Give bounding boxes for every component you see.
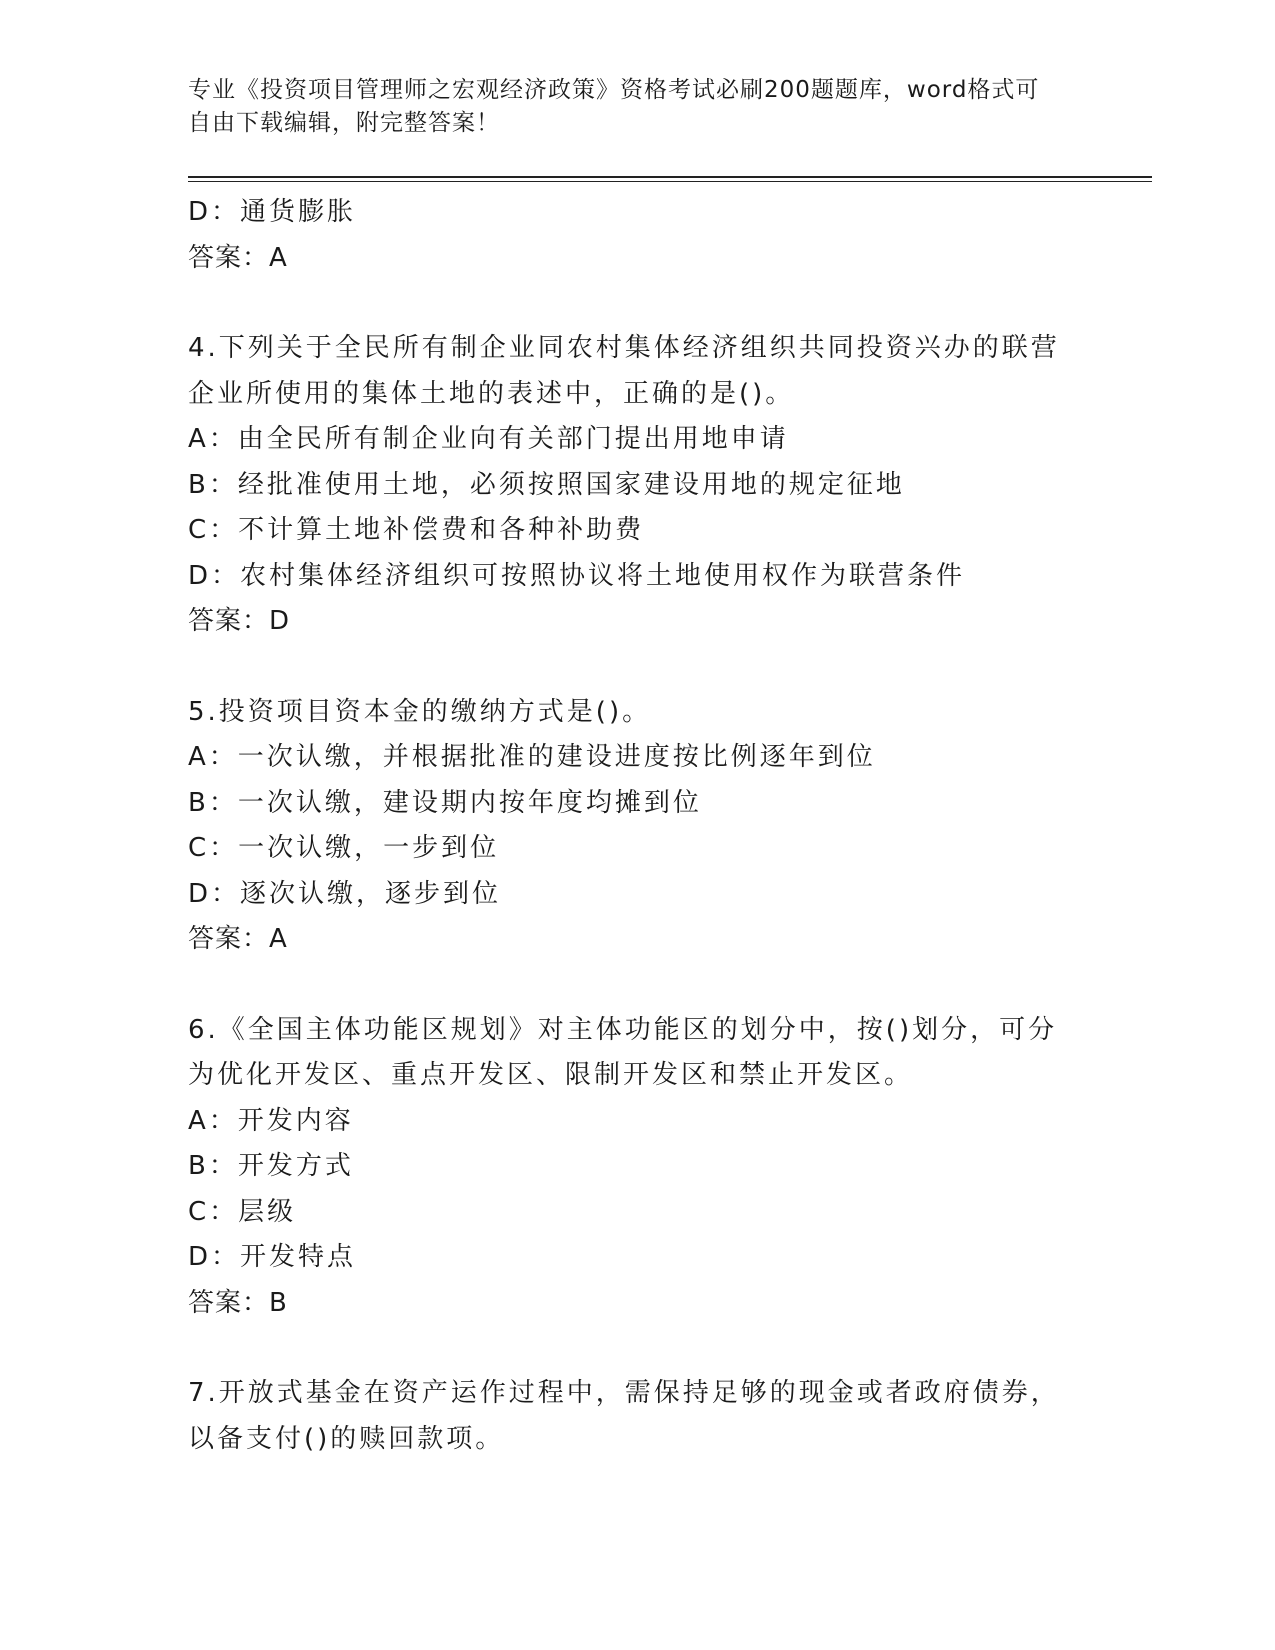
prev-option-d: D：通货膨胀 [188,197,357,227]
q7-stem-line-2: 以备支付()的赎回款项。 [188,1423,505,1454]
q5-answer: 答案：A [188,924,288,954]
q5-option-c: C：一次认缴，一步到位 [188,833,500,863]
q4-option-c: C：不计算土地补偿费和各种补助费 [188,515,645,545]
q6-option-a: A：开发内容 [188,1105,354,1136]
q6-answer: 答案：B [188,1287,288,1318]
q6-option-d: D：开发特点 [188,1242,357,1272]
q6-stem-line-1: 6.《全国主体功能区规划》对主体功能区的划分中，按()划分，可分 [188,1014,1058,1045]
document-header [188,74,1068,140]
prev-answer: 答案：A [188,242,288,273]
header-divider-top [188,176,1152,178]
question-content [188,190,1068,1462]
header-title-line-1: 专业《投资项目管理师之宏观经济政策》资格考试必刷200题题库，word格式可 [188,77,1040,103]
q4-stem-line-2: 企业所使用的集体土地的表述中，正确的是()。 [188,378,795,409]
q5-option-a: A：一次认缴，并根据批准的建设进度按比例逐年到位 [188,742,876,772]
spacer [188,1326,1068,1371]
q5-stem-line-1: 5.投资项目资本金的缴纳方式是()。 [188,696,652,727]
header-title-line-2: 自由下载编辑，附完整答案！ [188,110,500,136]
q7-stem-line-1: 7.开放式基金在资产运作过程中，需保持足够的现金或者政府债券， [188,1378,1060,1408]
q5-option-b: B：一次认缴，建设期内按年度均摊到位 [188,787,702,818]
spacer [188,963,1068,1008]
q4-option-b: B：经批准使用土地，必须按照国家建设用地的规定征地 [188,469,905,500]
q5-option-d: D：逐次认缴，逐步到位 [188,878,502,909]
q4-answer: 答案：D [188,606,291,636]
q6-option-b: B：开发方式 [188,1151,354,1181]
q4-option-d: D：农村集体经济组织可按照协议将土地使用权作为联营条件 [188,560,966,591]
q6-stem-line-2: 为优化开发区、重点开发区、限制开发区和禁止开发区。 [188,1060,914,1090]
q6-option-c: C：层级 [188,1196,297,1227]
header-divider-bottom [188,181,1152,182]
q4-stem-line-1: 4.下列关于全民所有制企业同农村集体经济组织共同投资兴办的联营 [188,333,1060,363]
spacer [188,281,1068,326]
q4-option-a: A：由全民所有制企业向有关部门提出用地申请 [188,424,789,454]
spacer [188,645,1068,690]
